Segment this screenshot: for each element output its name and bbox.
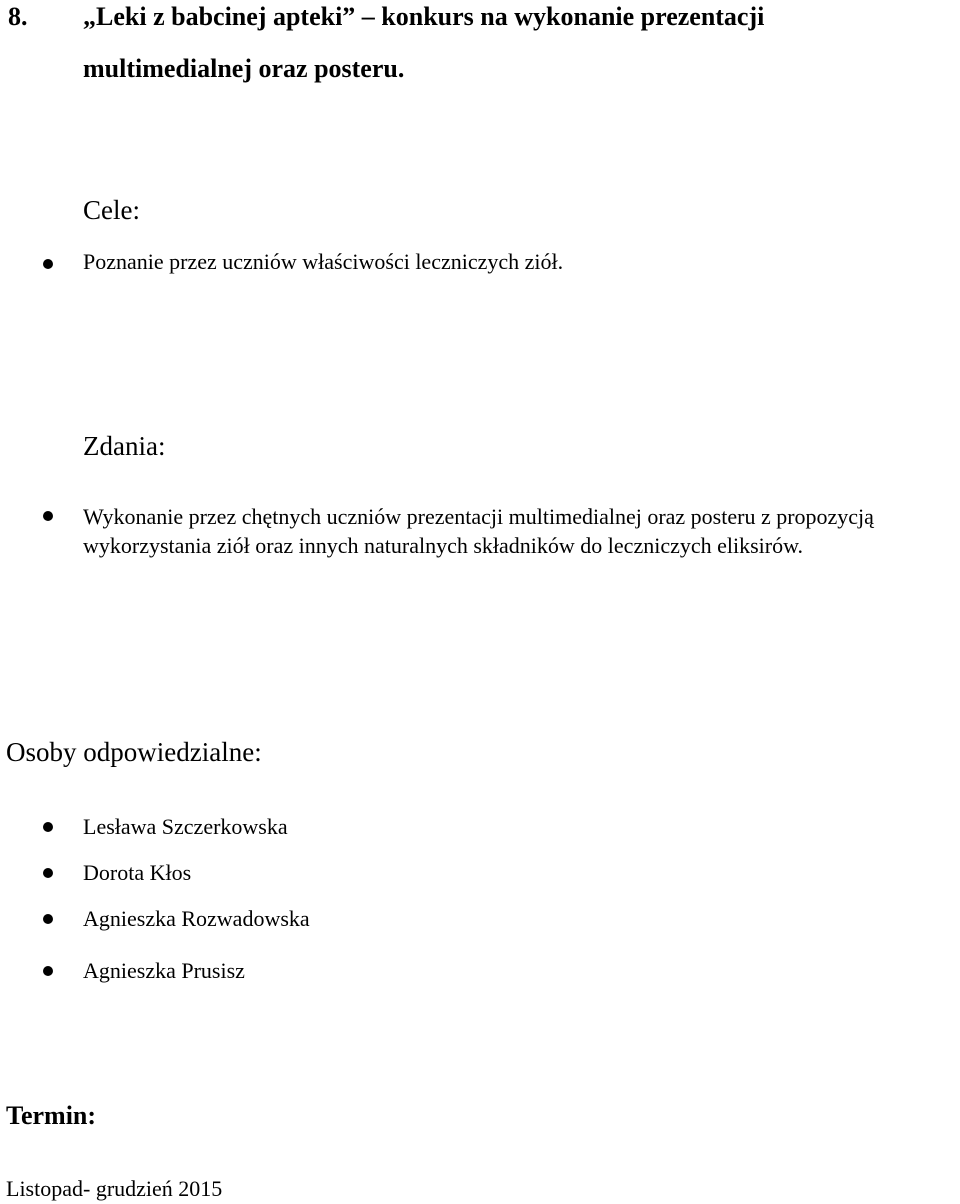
- deadline-heading: Termin:: [6, 1101, 97, 1130]
- responsible-item: [0, 957, 960, 987]
- person-name: Lesława Szczerkowska: [83, 814, 288, 839]
- section-title: [0, 0, 960, 100]
- bullet-icon: [43, 511, 53, 521]
- responsible-item: [0, 859, 960, 889]
- responsible-heading: Osoby odpowiedzialne:: [6, 737, 262, 767]
- goal-item: Poznanie przez uczniów właściwości leczniczych ziół.: [83, 249, 564, 274]
- title-line-2: multimedialnej oraz posteru.: [83, 54, 405, 83]
- bullet-icon: [43, 259, 53, 269]
- tasks-heading: Zdania:: [83, 431, 166, 461]
- tasks-list: [0, 502, 960, 592]
- task-item: Wykonanie przez chętnych uczniów prezentacji multimedialnej oraz posteru z propozycją wykorzystania ziół oraz innych naturalnych składników do leczniczych eliksirów.: [83, 504, 874, 558]
- responsible-item: [0, 813, 960, 843]
- bullet-icon: [43, 966, 53, 976]
- responsible-item: [0, 905, 960, 935]
- deadline-value: Listopad- grudzień 2015: [6, 1176, 223, 1201]
- goals-heading: Cele:: [83, 195, 140, 225]
- person-name: Agnieszka Rozwadowska: [83, 906, 310, 931]
- bullet-icon: [43, 868, 53, 878]
- title-line-1: „Leki z babcinej apteki” – konkurs na wykonanie prezentacji: [83, 2, 765, 31]
- bullet-icon: [43, 822, 53, 832]
- section-number: 8.: [8, 2, 28, 31]
- goals-list: [0, 248, 960, 280]
- person-name: Agnieszka Prusisz: [83, 958, 245, 983]
- person-name: Dorota Kłos: [83, 860, 192, 885]
- bullet-icon: [43, 914, 53, 924]
